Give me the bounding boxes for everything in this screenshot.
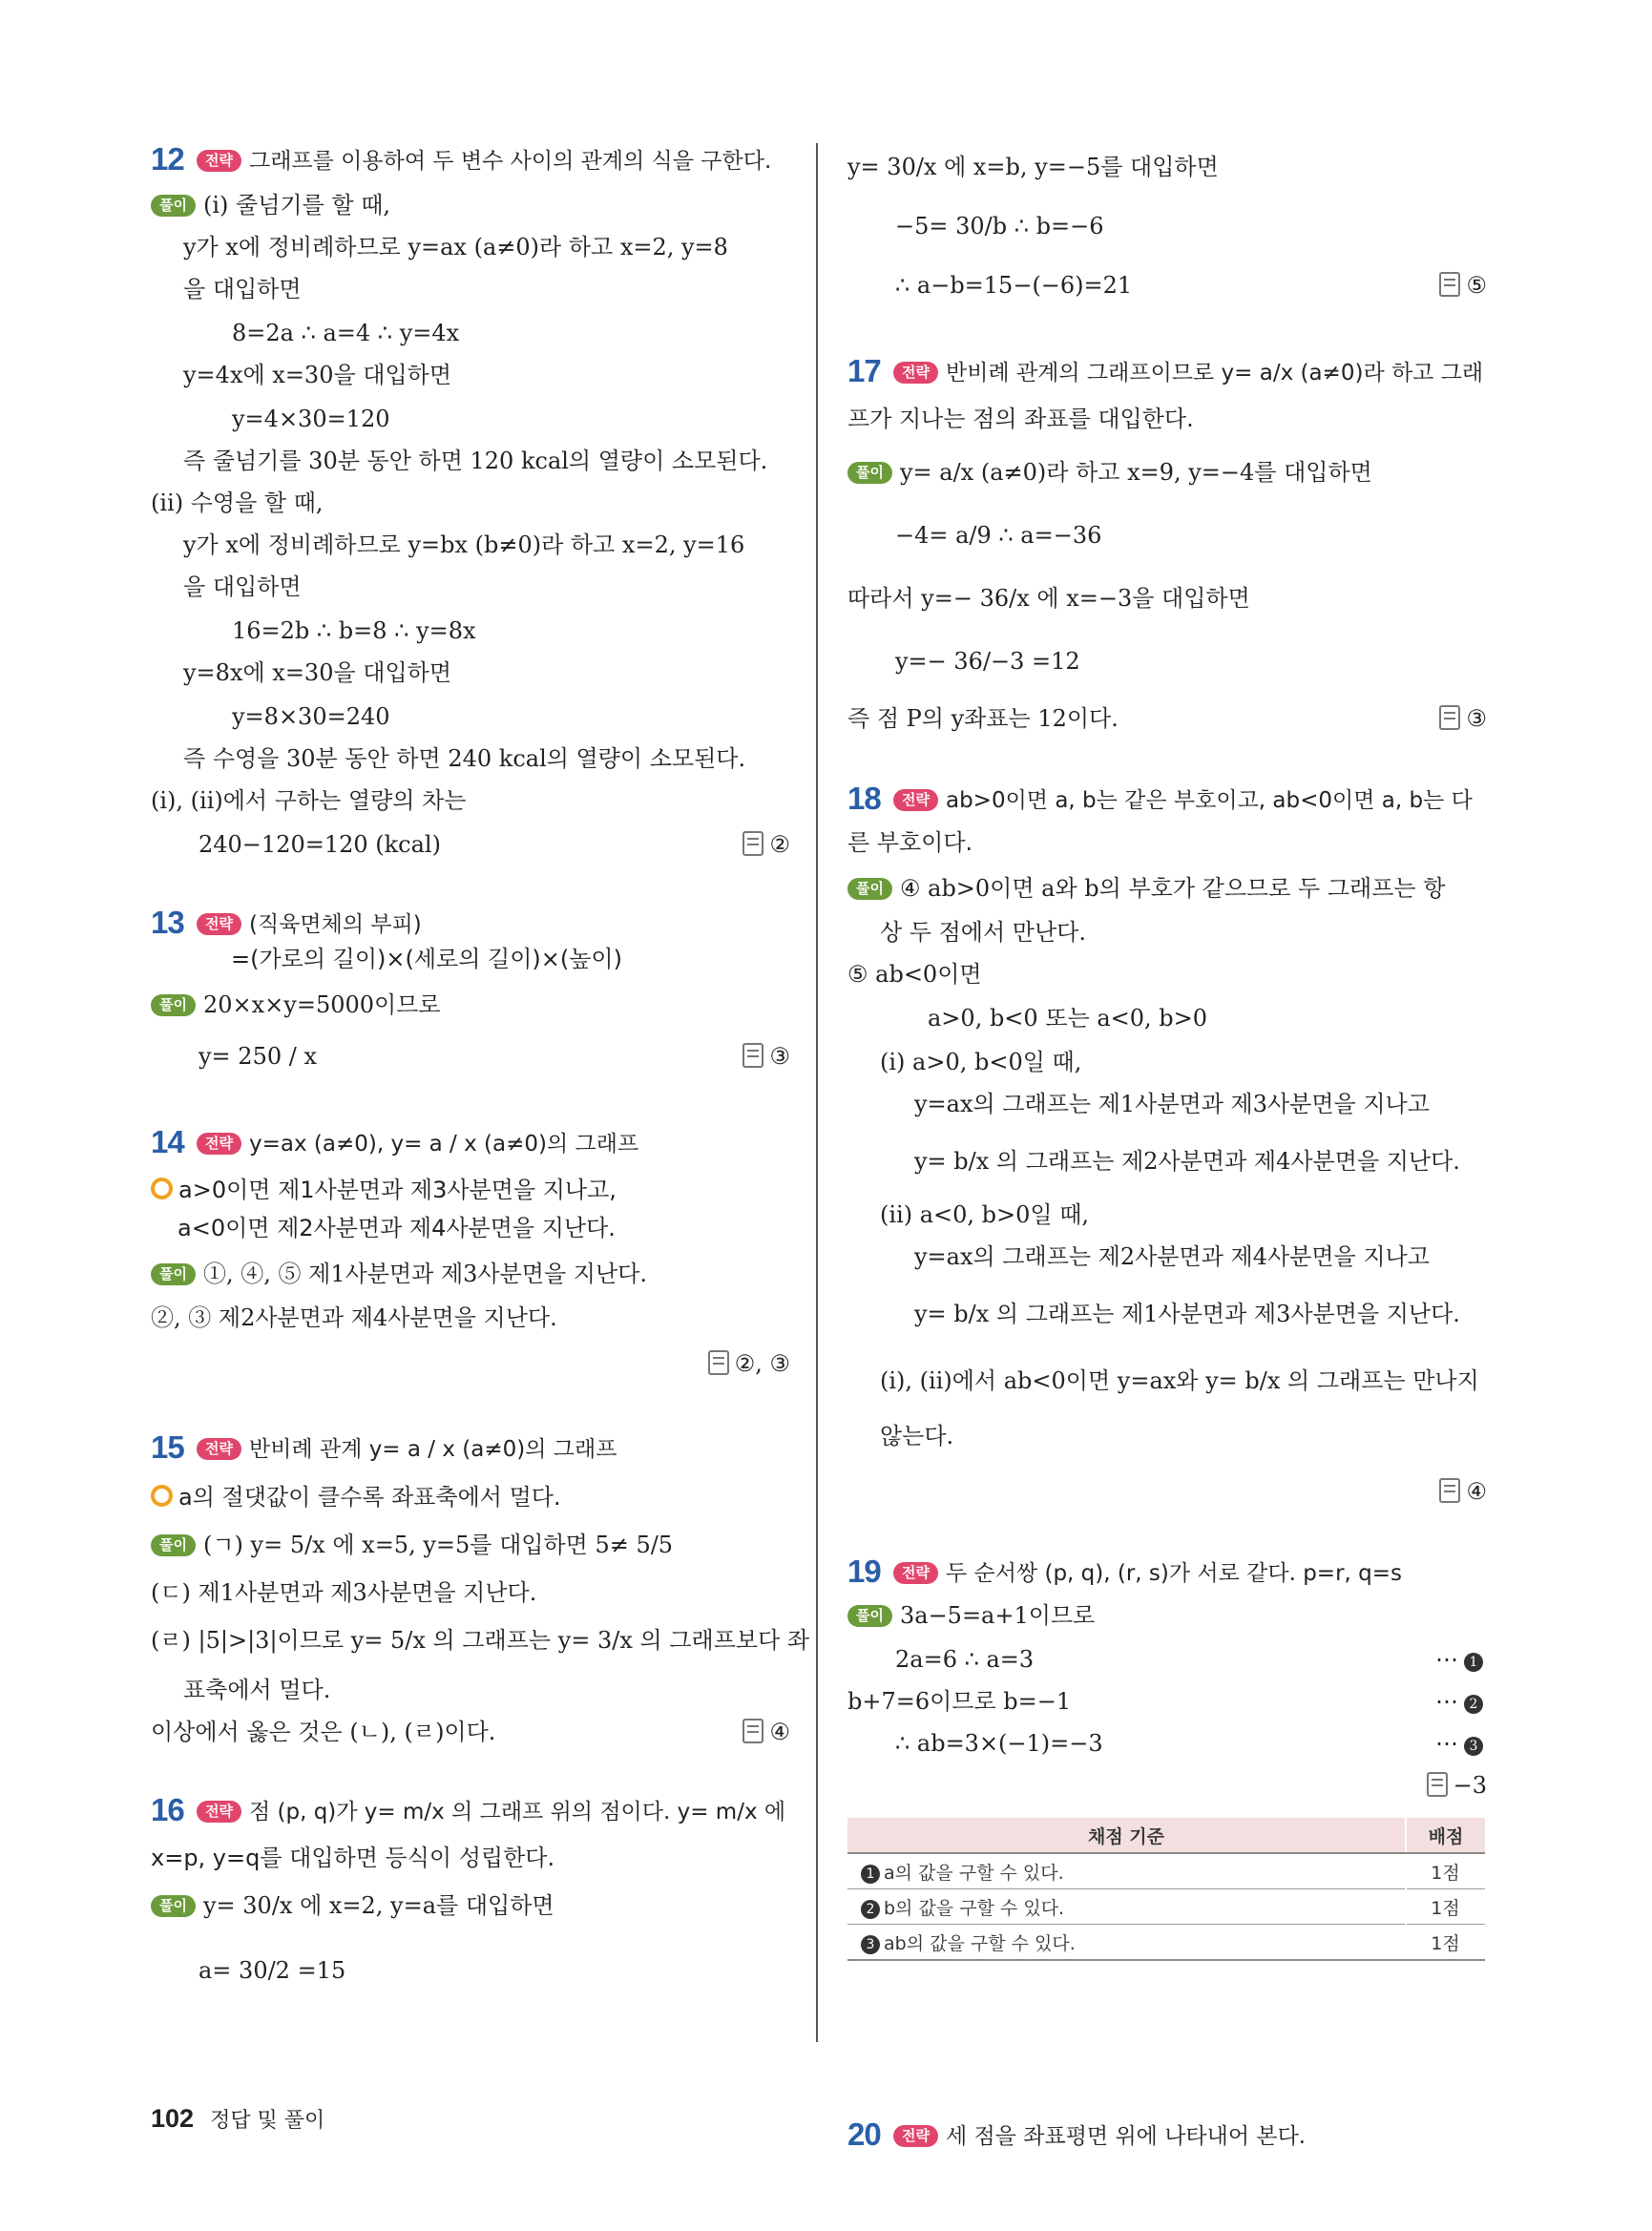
hint-circle-icon <box>151 1178 173 1199</box>
strategy-badge: 전략 <box>197 150 241 172</box>
solution-line <box>847 403 1194 435</box>
solution-line <box>232 700 390 733</box>
problem-number: 13 <box>151 905 184 940</box>
strategy-text: 반비례 관계 y= a / x (a≠0)의 그래프 <box>248 1437 617 1462</box>
line-text: y=− 36/−3 =12 <box>895 648 1080 675</box>
answer-icon <box>742 831 763 856</box>
line-text: 20×x×y=5000이므로 <box>202 991 441 1018</box>
strategy-text: ab>0이면 a, b는 같은 부호이고, ab<0이면 a, b는 다 <box>945 788 1473 813</box>
page-number: 102 <box>151 2104 195 2133</box>
line-text: 을 대입하면 <box>183 573 302 600</box>
step-arrow: ⋯ <box>1435 1730 1458 1757</box>
points-cell: 1점 <box>1406 1853 1485 1889</box>
solution-line <box>151 1302 557 1334</box>
step-marker: 1 <box>861 1865 880 1884</box>
line-text: 16=2b ∴ b=8 ∴ y=8x <box>232 617 476 644</box>
strategy-line <box>197 908 422 941</box>
answer-value: ③ <box>1466 705 1487 732</box>
problem-number: 16 <box>151 1792 184 1827</box>
scoring-table <box>847 1818 1485 1961</box>
solution-line <box>880 916 1086 949</box>
solution-line <box>895 1643 1034 1676</box>
line-text: ⑤ ab<0이면 <box>847 961 982 988</box>
line-text: y=8×30=240 <box>232 703 390 730</box>
strategy-badge: 전략 <box>197 913 241 935</box>
strategy-badge: 전략 <box>893 1562 938 1584</box>
line-text: 즉 점 P의 y좌표는 12이다. <box>847 705 1119 732</box>
solution-line <box>880 1199 1089 1231</box>
step-marker <box>1435 1727 1487 1760</box>
line-text: ∴ ab=3×(−1)=−3 <box>895 1730 1103 1757</box>
line-text: (ㄹ) |5|>|3|이므로 y= 5/x 의 그래프는 y= 3/x 의 그래프보다 좌 <box>151 1627 810 1654</box>
answer-mark <box>1439 269 1487 302</box>
solution-line <box>232 317 459 349</box>
solution-badge: 풀이 <box>847 878 892 900</box>
strategy-line <box>893 2120 1306 2153</box>
strategy-line <box>893 357 1483 389</box>
solution-line <box>183 529 744 561</box>
solution-line <box>151 1174 617 1206</box>
answer-value: ③ <box>769 1043 790 1070</box>
step-number: 3 <box>1464 1737 1483 1756</box>
strategy-badge: 전략 <box>197 1133 241 1155</box>
scoring-header-points: 배점 <box>1406 1818 1485 1853</box>
step-arrow: ⋯ <box>1435 1646 1458 1673</box>
solution-badge: 풀이 <box>151 1895 196 1917</box>
criteria-text: a의 값을 구할 수 있다. <box>884 1862 1064 1884</box>
problem-number: 20 <box>847 2116 881 2152</box>
line-text: a= 30/2 =15 <box>199 1957 346 1984</box>
solution-line <box>880 1365 1479 1397</box>
solution-line <box>183 445 767 477</box>
solution-line <box>847 702 1119 735</box>
solution-line <box>914 1241 1430 1273</box>
line-text: y=ax의 그래프는 제1사분면과 제3사분면을 지나고 <box>914 1091 1430 1117</box>
strategy-line <box>197 1796 785 1828</box>
solution-badge: 풀이 <box>847 1605 892 1627</box>
line-text: 상 두 점에서 만난다. <box>880 919 1086 946</box>
solution-line <box>232 403 390 435</box>
line-text: 이상에서 옳은 것은 (ㄴ), (ㄹ)이다. <box>151 1719 496 1745</box>
points-cell: 1점 <box>1406 1889 1485 1925</box>
line-text: 2a=6 ∴ a=3 <box>895 1646 1035 1673</box>
strategy-text: 반비례 관계의 그래프이므로 y= a/x (a≠0)라 하고 그래 <box>945 361 1484 386</box>
strategy-text: 세 점을 좌표평면 위에 나타내어 본다. <box>945 2124 1307 2149</box>
line-text: y= 30/x 에 x=b, y=−5를 대입하면 <box>847 154 1219 180</box>
line-text: y가 x에 정비례하므로 y=ax (a≠0)라 하고 x=2, y=8 <box>183 234 728 261</box>
answer-icon <box>1439 272 1460 297</box>
line-text: 8=2a ∴ a=4 ∴ y=4x <box>232 320 460 346</box>
line-text: (ㄱ) y= 5/x 에 x=5, y=5를 대입하면 5≠ 5/5 <box>202 1532 674 1558</box>
answer-value: ⑤ <box>1466 272 1487 299</box>
solution-line <box>183 359 451 391</box>
solution-line <box>151 487 324 519</box>
solution-badge: 풀이 <box>151 994 196 1016</box>
solution-line <box>847 1685 1071 1718</box>
line-text: 을 대입하면 <box>183 276 302 302</box>
solution-line <box>151 1889 554 1922</box>
scoring-header-criteria: 채점 기준 <box>847 1818 1406 1853</box>
line-text: a의 절댓값이 클수록 좌표축에서 멀다. <box>178 1484 561 1511</box>
strategy-line <box>197 145 771 177</box>
step-number: 2 <box>1464 1695 1483 1714</box>
line-text: y=4×30=120 <box>232 406 390 432</box>
line-text: x=p, y=q를 대입하면 등식이 성립한다. <box>151 1845 555 1871</box>
line-text: ②, ③ 제2사분면과 제4사분면을 지난다. <box>151 1304 557 1331</box>
solution-line <box>880 1420 953 1452</box>
line-text: y= 250 / x <box>199 1043 317 1070</box>
line-text: ①, ④, ⑤ 제1사분면과 제3사분면을 지난다. <box>202 1261 647 1287</box>
line-text: 표축에서 멀다. <box>183 1677 331 1703</box>
solution-line <box>178 1212 616 1244</box>
strategy-line <box>197 1128 638 1160</box>
solution-line <box>231 943 622 975</box>
column-divider <box>816 143 818 2042</box>
problem-number: 17 <box>847 353 881 388</box>
criteria-text: ab의 값을 구할 수 있다. <box>884 1932 1076 1954</box>
strategy-badge: 전략 <box>893 2125 938 2147</box>
problem-number: 15 <box>151 1429 184 1465</box>
step-marker: 2 <box>861 1900 880 1919</box>
solution-badge: 풀이 <box>151 1263 196 1285</box>
line-text: ④ ab>0이면 a와 b의 부호가 같으므로 두 그래프는 항 <box>899 875 1446 902</box>
line-text: a>0이면 제1사분면과 제3사분면을 지나고, <box>178 1177 617 1203</box>
line-text: 프가 지나는 점의 좌표를 대입한다. <box>847 406 1194 432</box>
solution-badge: 풀이 <box>847 462 892 484</box>
answer-icon <box>708 1350 729 1375</box>
answer-value: ④ <box>769 1719 790 1745</box>
line-text: −5= 30/b ∴ b=−6 <box>895 213 1104 240</box>
solution-line <box>880 1046 1081 1078</box>
solution-line <box>183 231 728 263</box>
answer-icon <box>1439 1478 1460 1503</box>
hint-circle-icon <box>151 1485 173 1507</box>
strategy-badge: 전략 <box>893 789 938 811</box>
solution-line <box>847 1599 1095 1632</box>
solution-line <box>151 1576 536 1609</box>
solution-line <box>847 826 972 859</box>
line-text: y= b/x 의 그래프는 제2사분면과 제4사분면을 지난다. <box>914 1148 1460 1175</box>
line-text: 즉 줄넘기를 30분 동안 하면 120 kcal의 열량이 소모된다. <box>183 448 768 474</box>
solution-line <box>847 456 1372 489</box>
strategy-text: (직육면체의 부피) <box>248 912 422 937</box>
line-text: 240−120=120 (kcal) <box>199 831 441 858</box>
solution-line <box>847 872 1445 905</box>
solution-line <box>928 1002 1207 1034</box>
solution-line <box>914 1145 1460 1178</box>
answer-icon <box>742 1719 763 1743</box>
line-text: (ⅰ) a>0, b<0일 때, <box>880 1049 1082 1075</box>
line-text: (ⅱ) a<0, b>0일 때, <box>880 1201 1090 1228</box>
solution-line <box>151 1716 495 1748</box>
strategy-line <box>893 784 1473 817</box>
problem-number: 19 <box>847 1553 881 1589</box>
answer-mark <box>1427 1769 1487 1802</box>
solution-line <box>151 1258 647 1290</box>
step-marker <box>1435 1685 1487 1718</box>
answer-mark <box>1439 1475 1487 1508</box>
problem-number: 12 <box>151 141 184 177</box>
problem-number: 14 <box>151 1124 184 1159</box>
strategy-badge: 전략 <box>197 1801 241 1823</box>
line-text: y가 x에 정비례하므로 y=bx (b≠0)라 하고 x=2, y=16 <box>183 532 745 558</box>
answer-icon <box>1427 1772 1448 1797</box>
solution-line <box>183 742 745 775</box>
strategy-text: y=ax (a≠0), y= a / x (a≠0)의 그래프 <box>248 1132 639 1157</box>
answer-mark <box>1439 702 1487 735</box>
line-text: ∴ a−b=15−(−6)=21 <box>895 272 1133 299</box>
strategy-text: 점 (p, q)가 y= m/x 의 그래프 위의 점이다. y= m/x 에 <box>248 1800 786 1824</box>
answer-mark <box>742 1040 790 1073</box>
line-text: −4= a/9 ∴ a=−36 <box>895 522 1102 549</box>
solution-line <box>199 1040 317 1073</box>
line-text: (ⅰ) 줄넘기를 할 때, <box>202 192 391 219</box>
solution-badge: 풀이 <box>151 1534 196 1556</box>
points-cell: 1점 <box>1406 1925 1485 1961</box>
solution-line <box>199 1954 345 1987</box>
table-row <box>847 1889 1485 1925</box>
line-text: y=8x에 x=30을 대입하면 <box>183 659 452 686</box>
step-number: 1 <box>1464 1653 1483 1672</box>
solution-line <box>183 571 302 603</box>
line-text: (ⅰ), (ⅱ)에서 ab<0이면 y=ax와 y= b/x 의 그래프는 만나지 <box>880 1367 1479 1394</box>
solution-line <box>151 1842 554 1874</box>
solution-line <box>232 615 476 647</box>
line-text: y= a/x (a≠0)라 하고 x=9, y=−4를 대입하면 <box>899 459 1372 486</box>
answer-mark <box>742 828 790 861</box>
footer-title: 정답 및 풀이 <box>210 2109 325 2133</box>
line-text: y= 30/x 에 x=2, y=a를 대입하면 <box>202 1892 554 1919</box>
step-marker <box>1435 1643 1487 1676</box>
solution-line <box>895 210 1103 242</box>
solution-line <box>847 151 1219 183</box>
answer-value: ② <box>769 831 790 858</box>
answer-value: ④ <box>1466 1478 1487 1505</box>
line-text: (ⅱ) 수영을 할 때, <box>151 490 324 516</box>
problem-number: 18 <box>847 781 881 816</box>
solution-line <box>183 1674 330 1706</box>
line-text: 따라서 y=− 36/x 에 x=−3을 대입하면 <box>847 585 1250 612</box>
solution-line <box>151 1529 673 1561</box>
answer-mark <box>708 1347 790 1380</box>
line-text: =(가로의 길이)×(세로의 길이)×(높이) <box>231 946 622 972</box>
solution-line <box>151 1481 561 1513</box>
solution-line <box>199 828 441 861</box>
line-text: a<0이면 제2사분면과 제4사분면을 지난다. <box>178 1215 616 1241</box>
step-arrow: ⋯ <box>1435 1688 1458 1715</box>
answer-icon <box>1439 705 1460 730</box>
strategy-line <box>893 1557 1402 1590</box>
line-text: a>0, b<0 또는 a<0, b>0 <box>928 1005 1208 1032</box>
solution-line <box>151 189 390 221</box>
solution-line <box>914 1298 1460 1330</box>
solution-line <box>895 1727 1103 1760</box>
line-text: y= b/x 의 그래프는 제1사분면과 제3사분면을 지난다. <box>914 1301 1460 1327</box>
line-text: 3a−5=a+1이므로 <box>899 1602 1096 1629</box>
line-text: 않는다. <box>880 1423 954 1449</box>
strategy-line <box>197 1433 617 1466</box>
answer-value: ②, ③ <box>734 1350 790 1377</box>
line-text: y=4x에 x=30을 대입하면 <box>183 362 452 388</box>
line-text: (ㄷ) 제1사분면과 제3사분면을 지난다. <box>151 1579 537 1606</box>
solution-line <box>151 784 466 817</box>
solution-line <box>895 519 1101 552</box>
line-text: 즉 수영을 30분 동안 하면 240 kcal의 열량이 소모된다. <box>183 745 746 772</box>
solution-line <box>183 657 451 689</box>
solution-line <box>895 269 1132 302</box>
solution-line <box>914 1088 1430 1120</box>
line-text: y=ax의 그래프는 제2사분면과 제4사분면을 지나고 <box>914 1243 1430 1270</box>
line-text: (ⅰ), (ⅱ)에서 구하는 열량의 차는 <box>151 787 467 814</box>
strategy-text: 두 순서쌍 (p, q), (r, s)가 서로 같다. p=r, q=s <box>945 1561 1403 1586</box>
answer-mark <box>742 1716 790 1748</box>
strategy-badge: 전략 <box>893 362 938 384</box>
step-marker: 3 <box>861 1935 880 1954</box>
strategy-badge: 전략 <box>197 1438 241 1460</box>
page-footer <box>151 2104 324 2134</box>
criteria-text: b의 값을 구할 수 있다. <box>884 1897 1065 1919</box>
answer-icon <box>742 1043 763 1068</box>
solution-line <box>847 958 982 990</box>
solution-line <box>183 273 302 305</box>
solution-line <box>847 582 1250 615</box>
solution-line <box>151 1624 809 1657</box>
solution-line <box>151 989 441 1021</box>
answer-value: −3 <box>1453 1772 1487 1799</box>
line-text: 른 부호이다. <box>847 829 973 856</box>
table-row <box>847 1853 1485 1889</box>
solution-line <box>895 645 1080 678</box>
line-text: b+7=6이므로 b=−1 <box>847 1688 1072 1715</box>
solution-badge: 풀이 <box>151 195 196 217</box>
table-row <box>847 1925 1485 1961</box>
strategy-text: 그래프를 이용하여 두 변수 사이의 관계의 식을 구한다. <box>248 149 772 174</box>
